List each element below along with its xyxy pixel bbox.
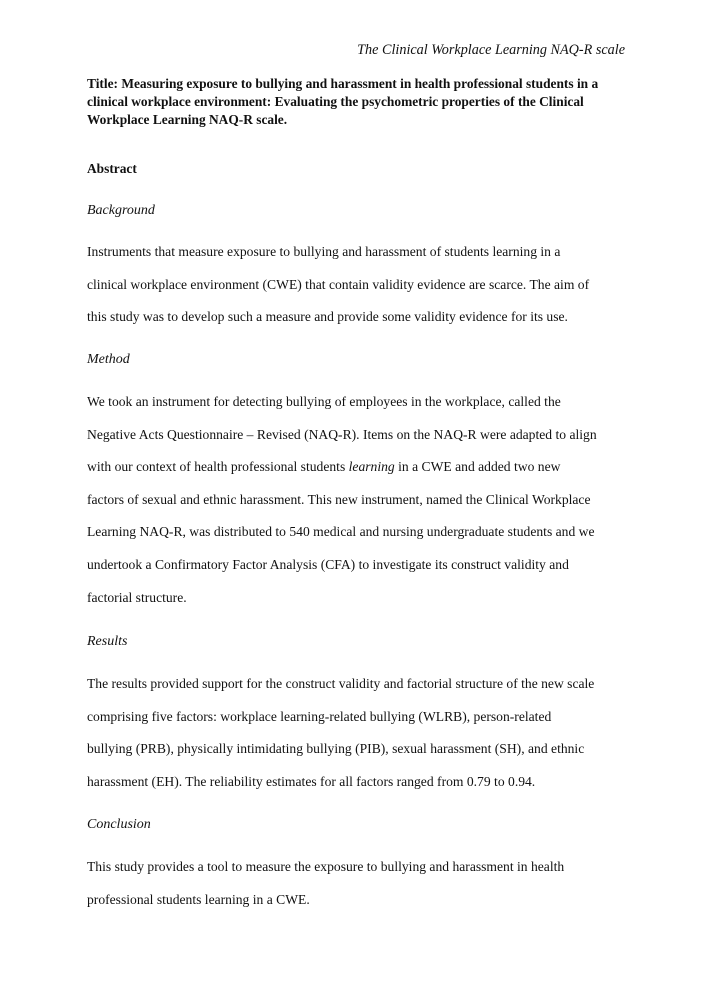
method-paragraph xyxy=(87,386,632,614)
section-label-conclusion: Conclusion xyxy=(87,817,151,832)
paragraph-line: factors of sexual and ethnic harassment. This new instrument, named the Clinical Workplace xyxy=(87,491,591,507)
text-run: with our context of health professional students xyxy=(87,459,349,475)
section-label-results: Results xyxy=(87,634,128,649)
emphasized-word: learning xyxy=(348,459,395,475)
paragraph-line: factorial structure. xyxy=(87,589,187,605)
conclusion-paragraph xyxy=(87,851,632,916)
paragraph-line: Instruments that measure exposure to bullying and harassment of students learning in a xyxy=(87,244,561,259)
paragraph-line: We took an instrument for detecting bullying of employees in the workplace, called the xyxy=(87,394,561,409)
paragraph-line: clinical workplace environment (CWE) that contain validity evidence are scarce. The aim of xyxy=(87,276,590,292)
paragraph-line: harassment (EH). The reliability estimates for all factors ranged from 0.79 to 0.94. xyxy=(87,773,536,789)
paragraph-line: this study was to develop such a measure and provide some validity evidence for its use. xyxy=(87,309,568,325)
paragraph-line: Learning NAQ-R, was distributed to 540 medical and nursing undergraduate students and we xyxy=(87,524,595,540)
paper-title: Title: Measuring exposure to bullying and harassment in health professional students in a clinical workplace environment: Evaluating the psychometric properties of the Clinical Workplace Learning NAQ-R scale. xyxy=(87,76,599,127)
paragraph-line: This study provides a tool to measure the exposure to bullying and harassment in health xyxy=(87,859,565,874)
section-label-background: Background xyxy=(87,203,155,218)
paragraph-line: bullying (PRB), physically intimidating bullying (PIB), sexual harassment (SH), and ethnic xyxy=(87,741,585,757)
paragraph-line xyxy=(87,451,632,484)
background-paragraph xyxy=(87,236,632,334)
paragraph-line: Negative Acts Questionnaire – Revised (NAQ-R). Items on the NAQ-R were adapted to align xyxy=(87,426,597,442)
paragraph-line: The results provided support for the construct validity and factorial structure of the new scale xyxy=(87,676,595,691)
running-head: The Clinical Workplace Learning NAQ-R scale xyxy=(357,42,625,58)
abstract-heading: Abstract xyxy=(87,161,137,176)
results-paragraph xyxy=(87,668,632,798)
section-label-method: Method xyxy=(87,352,130,367)
paragraph-line: comprising five factors: workplace learning-related bullying (WLRB), person-related xyxy=(87,708,552,724)
paragraph-line: undertook a Confirmatory Factor Analysis (CFA) to investigate its construct validity and xyxy=(87,556,569,572)
text-run: in a CWE and added two new xyxy=(394,459,561,475)
paragraph-line: professional students learning in a CWE. xyxy=(87,891,310,907)
